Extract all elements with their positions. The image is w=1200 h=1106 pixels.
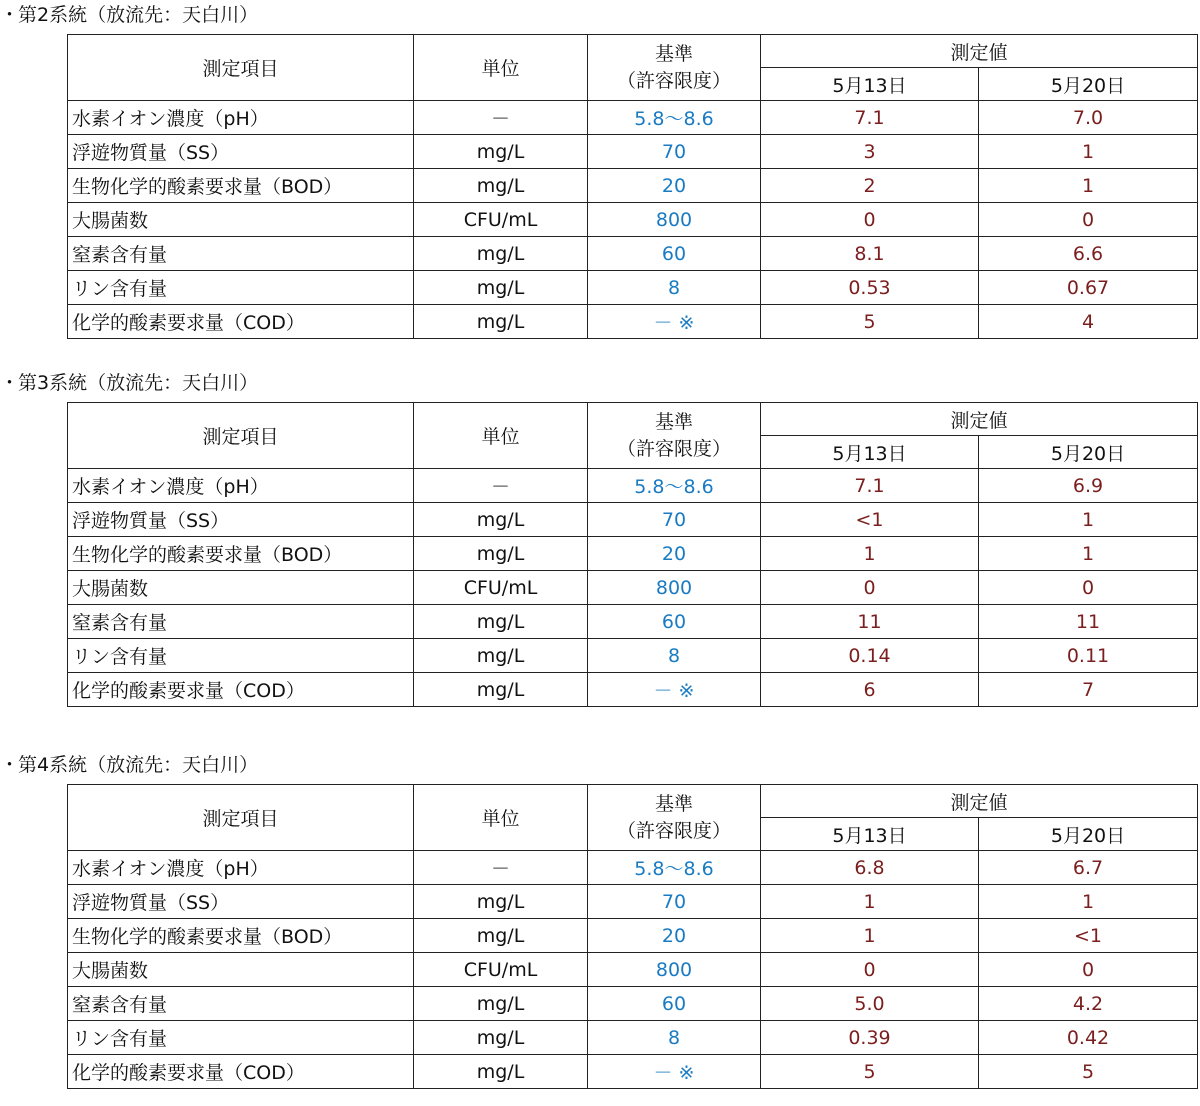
cell-unit: mg/L bbox=[414, 169, 588, 203]
cell-value-date-1: 0 bbox=[761, 953, 979, 987]
header-date-1: 5月13日 bbox=[761, 68, 979, 101]
cell-value-date-2: 0 bbox=[979, 203, 1198, 237]
cell-standard: 800 bbox=[588, 203, 761, 237]
cell-standard: 800 bbox=[588, 571, 761, 605]
cell-unit: mg/L bbox=[414, 237, 588, 271]
table-row bbox=[68, 639, 1198, 673]
cell-item: 生物化学的酸素要求量（BOD） bbox=[68, 919, 414, 953]
cell-value-date-1: 0 bbox=[761, 571, 979, 605]
cell-value-date-1: 1 bbox=[761, 537, 979, 571]
bullet-icon: ・ bbox=[0, 4, 20, 26]
cell-value-date-1: 7.1 bbox=[761, 101, 979, 135]
cell-unit: CFU/mL bbox=[414, 203, 588, 237]
cell-item: 生物化学的酸素要求量（BOD） bbox=[68, 537, 414, 571]
header-standard-line1: 基準 bbox=[654, 410, 693, 433]
cell-item: 窒素含有量 bbox=[68, 237, 414, 271]
table-row bbox=[68, 237, 1198, 271]
cell-standard: 70 bbox=[588, 503, 761, 537]
cell-value-date-1: 2 bbox=[761, 169, 979, 203]
measurement-table bbox=[67, 784, 1198, 1089]
cell-value-date-2: 0.67 bbox=[979, 271, 1198, 305]
cell-value-date-1: 6.8 bbox=[761, 851, 979, 885]
header-standard-line2: （許容限度） bbox=[616, 437, 731, 460]
cell-value-date-2: 0.42 bbox=[979, 1021, 1198, 1055]
section-heading bbox=[0, 368, 258, 398]
table-row bbox=[68, 673, 1198, 707]
cell-unit: mg/L bbox=[414, 305, 588, 339]
cell-value-date-2: 0 bbox=[979, 571, 1198, 605]
table-row bbox=[68, 305, 1198, 339]
section-title: 第3系統（放流先：天白川） bbox=[18, 372, 259, 394]
cell-value-date-2: 1 bbox=[979, 503, 1198, 537]
cell-standard: 70 bbox=[588, 885, 761, 919]
header-standard bbox=[588, 35, 761, 101]
cell-item: 大腸菌数 bbox=[68, 571, 414, 605]
cell-value-date-2: 4 bbox=[979, 305, 1198, 339]
cell-value-date-2: 6.9 bbox=[979, 469, 1198, 503]
table-row bbox=[68, 919, 1198, 953]
cell-unit: mg/L bbox=[414, 503, 588, 537]
header-standard-line2: （許容限度） bbox=[616, 69, 731, 92]
cell-value-date-1: 0.53 bbox=[761, 271, 979, 305]
cell-value-date-1: 5.0 bbox=[761, 987, 979, 1021]
cell-item: 水素イオン濃度（pH） bbox=[68, 469, 414, 503]
header-date-2: 5月20日 bbox=[979, 436, 1198, 469]
cell-unit: mg/L bbox=[414, 639, 588, 673]
table-row bbox=[68, 271, 1198, 305]
cell-standard: 20 bbox=[588, 537, 761, 571]
cell-unit: － bbox=[414, 469, 588, 503]
cell-value-date-1: 0.39 bbox=[761, 1021, 979, 1055]
cell-standard: 8 bbox=[588, 271, 761, 305]
header-measured: 測定値 bbox=[761, 35, 1198, 68]
table-row bbox=[68, 135, 1198, 169]
table-row bbox=[68, 571, 1198, 605]
cell-value-date-1: 6 bbox=[761, 673, 979, 707]
cell-item: リン含有量 bbox=[68, 639, 414, 673]
table-row bbox=[68, 851, 1198, 885]
header-item: 測定項目 bbox=[68, 35, 414, 101]
cell-value-date-1: 1 bbox=[761, 885, 979, 919]
header-date-2: 5月20日 bbox=[979, 818, 1198, 851]
cell-value-date-2: 5 bbox=[979, 1055, 1198, 1089]
cell-item: リン含有量 bbox=[68, 271, 414, 305]
cell-item: 生物化学的酸素要求量（BOD） bbox=[68, 169, 414, 203]
cell-standard: 60 bbox=[588, 237, 761, 271]
table-row bbox=[68, 953, 1198, 987]
cell-item: 浮遊物質量（SS） bbox=[68, 885, 414, 919]
cell-unit: CFU/mL bbox=[414, 953, 588, 987]
cell-standard: 70 bbox=[588, 135, 761, 169]
table-row bbox=[68, 101, 1198, 135]
cell-unit: － bbox=[414, 851, 588, 885]
section-heading bbox=[0, 750, 258, 780]
cell-item: 浮遊物質量（SS） bbox=[68, 135, 414, 169]
header-standard-line2: （許容限度） bbox=[616, 819, 731, 842]
cell-value-date-1: 0.14 bbox=[761, 639, 979, 673]
header-date-2: 5月20日 bbox=[979, 68, 1198, 101]
cell-value-date-2: 0.11 bbox=[979, 639, 1198, 673]
cell-value-date-2: <1 bbox=[979, 919, 1198, 953]
cell-unit: mg/L bbox=[414, 987, 588, 1021]
bullet-icon: ・ bbox=[0, 372, 20, 394]
table-row bbox=[68, 169, 1198, 203]
measurement-table bbox=[67, 402, 1198, 707]
table-row bbox=[68, 605, 1198, 639]
table-row bbox=[68, 503, 1198, 537]
cell-value-date-2: 6.7 bbox=[979, 851, 1198, 885]
table-row bbox=[68, 1055, 1198, 1089]
header-item: 測定項目 bbox=[68, 403, 414, 469]
cell-unit: mg/L bbox=[414, 537, 588, 571]
cell-item: 化学的酸素要求量（COD） bbox=[68, 1055, 414, 1089]
cell-item: 化学的酸素要求量（COD） bbox=[68, 305, 414, 339]
cell-standard: 8 bbox=[588, 639, 761, 673]
cell-value-date-1: <1 bbox=[761, 503, 979, 537]
cell-value-date-1: 5 bbox=[761, 1055, 979, 1089]
cell-item: 水素イオン濃度（pH） bbox=[68, 851, 414, 885]
header-standard bbox=[588, 785, 761, 851]
cell-unit: mg/L bbox=[414, 605, 588, 639]
header-date-1: 5月13日 bbox=[761, 818, 979, 851]
cell-item: 化学的酸素要求量（COD） bbox=[68, 673, 414, 707]
cell-value-date-1: 1 bbox=[761, 919, 979, 953]
section-heading bbox=[0, 0, 258, 30]
cell-standard: 800 bbox=[588, 953, 761, 987]
cell-value-date-2: 4.2 bbox=[979, 987, 1198, 1021]
cell-unit: － bbox=[414, 101, 588, 135]
table-row bbox=[68, 203, 1198, 237]
bullet-icon: ・ bbox=[0, 754, 20, 776]
cell-item: 浮遊物質量（SS） bbox=[68, 503, 414, 537]
cell-item: 大腸菌数 bbox=[68, 203, 414, 237]
cell-value-date-1: 0 bbox=[761, 203, 979, 237]
cell-value-date-2: 1 bbox=[979, 169, 1198, 203]
cell-standard: 8 bbox=[588, 1021, 761, 1055]
cell-value-date-2: 1 bbox=[979, 885, 1198, 919]
cell-standard: 5.8〜8.6 bbox=[588, 101, 761, 135]
cell-item: 大腸菌数 bbox=[68, 953, 414, 987]
cell-value-date-2: 1 bbox=[979, 537, 1198, 571]
header-date-1: 5月13日 bbox=[761, 436, 979, 469]
cell-standard: 60 bbox=[588, 605, 761, 639]
cell-value-date-2: 11 bbox=[979, 605, 1198, 639]
cell-standard: 20 bbox=[588, 919, 761, 953]
section-title: 第2系統（放流先：天白川） bbox=[18, 4, 259, 26]
measurement-table bbox=[67, 34, 1198, 339]
cell-unit: mg/L bbox=[414, 673, 588, 707]
cell-item: 窒素含有量 bbox=[68, 605, 414, 639]
header-standard-line1: 基準 bbox=[654, 792, 693, 815]
header-measured: 測定値 bbox=[761, 403, 1198, 436]
cell-value-date-2: 1 bbox=[979, 135, 1198, 169]
table-row bbox=[68, 987, 1198, 1021]
cell-item: 水素イオン濃度（pH） bbox=[68, 101, 414, 135]
cell-value-date-1: 8.1 bbox=[761, 237, 979, 271]
cell-unit: mg/L bbox=[414, 1021, 588, 1055]
header-unit: 単位 bbox=[414, 35, 588, 101]
header-unit: 単位 bbox=[414, 403, 588, 469]
cell-value-date-2: 0 bbox=[979, 953, 1198, 987]
table-row bbox=[68, 885, 1198, 919]
cell-standard: 5.8〜8.6 bbox=[588, 851, 761, 885]
cell-unit: mg/L bbox=[414, 1055, 588, 1089]
cell-standard: － ※ bbox=[588, 305, 761, 339]
header-unit: 単位 bbox=[414, 785, 588, 851]
cell-standard: － ※ bbox=[588, 1055, 761, 1089]
section-title: 第4系統（放流先：天白川） bbox=[18, 754, 259, 776]
cell-unit: mg/L bbox=[414, 135, 588, 169]
cell-value-date-1: 7.1 bbox=[761, 469, 979, 503]
header-item: 測定項目 bbox=[68, 785, 414, 851]
cell-value-date-2: 7 bbox=[979, 673, 1198, 707]
cell-value-date-2: 7.0 bbox=[979, 101, 1198, 135]
cell-unit: mg/L bbox=[414, 271, 588, 305]
cell-value-date-1: 5 bbox=[761, 305, 979, 339]
cell-unit: mg/L bbox=[414, 885, 588, 919]
cell-value-date-1: 11 bbox=[761, 605, 979, 639]
cell-standard: 20 bbox=[588, 169, 761, 203]
cell-standard: 60 bbox=[588, 987, 761, 1021]
cell-value-date-1: 3 bbox=[761, 135, 979, 169]
cell-item: リン含有量 bbox=[68, 1021, 414, 1055]
header-standard-line1: 基準 bbox=[654, 42, 693, 65]
header-measured: 測定値 bbox=[761, 785, 1198, 818]
table-row bbox=[68, 537, 1198, 571]
cell-standard: 5.8〜8.6 bbox=[588, 469, 761, 503]
cell-value-date-2: 6.6 bbox=[979, 237, 1198, 271]
cell-item: 窒素含有量 bbox=[68, 987, 414, 1021]
cell-unit: mg/L bbox=[414, 919, 588, 953]
table-row bbox=[68, 469, 1198, 503]
header-standard bbox=[588, 403, 761, 469]
cell-standard: － ※ bbox=[588, 673, 761, 707]
table-row bbox=[68, 1021, 1198, 1055]
cell-unit: CFU/mL bbox=[414, 571, 588, 605]
